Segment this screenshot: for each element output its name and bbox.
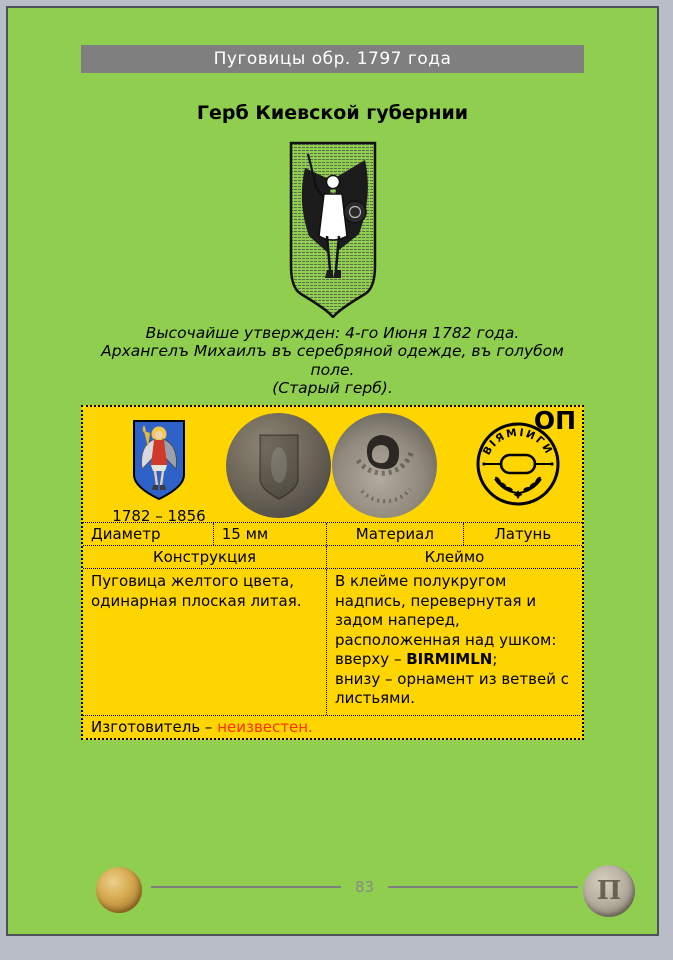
approval-line-3: (Старый герб). [272, 378, 393, 397]
spec-row-dimensions [83, 522, 582, 545]
approval-text [81, 324, 584, 397]
spec-row-details [83, 568, 582, 715]
stamp-inscription: BIRMIMLN [406, 650, 493, 669]
header-title: Пуговицы обр. 1797 года [213, 49, 452, 69]
stamp-header: Клеймо [326, 546, 582, 568]
button-front-photo [226, 413, 331, 518]
backmark-arc-text: ВІЯМІИГИ [480, 426, 556, 458]
header-bar [81, 45, 584, 73]
section-title: Герб Киевской губернии [196, 102, 469, 124]
maker-value: неизвестен. [217, 717, 313, 736]
stamp-text-p1: В клейме полукругом надпись, перевернутая и задом наперед, расположенная над ушком: [335, 572, 557, 649]
page-number: 83 [354, 878, 375, 896]
archangel-michael-engraving-icon [287, 140, 379, 318]
footer-rule-left [151, 886, 341, 888]
diameter-value: 15 мм [213, 523, 326, 545]
svg-text:ВІЯМІИГИ [481, 427, 555, 458]
construction-header: Конструкция [152, 548, 257, 567]
stamp-text-p3: внизу – орнамент из ветвей с листьями. [335, 669, 569, 708]
footer [151, 878, 578, 896]
page [6, 6, 659, 936]
gold-eagle-button-icon [96, 867, 142, 913]
maker-label: Изготовитель – [91, 717, 218, 736]
silver-monogram-button-icon: П [583, 865, 635, 917]
material-label: Материал [326, 523, 463, 545]
spec-card [81, 405, 584, 740]
card-code: ОП [533, 406, 576, 436]
maker-text [83, 716, 582, 738]
card-image-row [83, 406, 582, 526]
material-value: Латунь [463, 523, 582, 545]
maker-row [83, 715, 582, 738]
diameter-label: Диаметр [91, 525, 161, 544]
spec-row-headers [83, 545, 582, 568]
approval-line-1: Высочайше утвержден: 4-го Июня 1782 года. [145, 324, 520, 342]
approval-line-2: Архангелъ Михаилъ въ серебряной одежде, въ голубом поле. [101, 342, 564, 379]
kiev-arms-block [109, 419, 209, 525]
years-caption: 1782 – 1856 [112, 507, 206, 526]
footer-rule-right [388, 886, 578, 888]
stamp-text-p2: вверху – BIRMIMLN; [335, 650, 498, 669]
construction-text: Пуговица желтого цвета, одинарная плоская литая. [91, 572, 302, 610]
kiev-coat-of-arms-icon [131, 419, 187, 501]
button-back-photo [332, 413, 437, 518]
button-backmark-drawing-icon [475, 421, 561, 507]
stamp-text [326, 569, 582, 715]
